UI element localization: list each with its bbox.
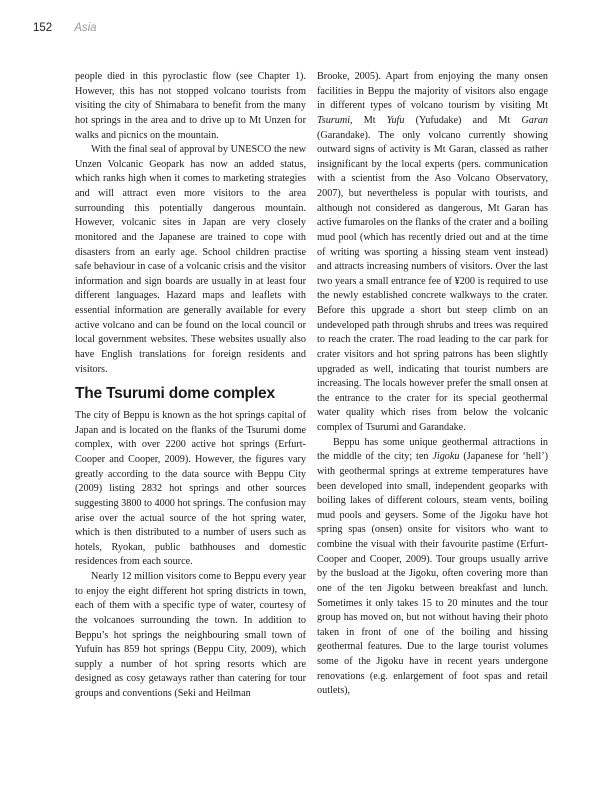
paragraph: The city of Beppu is known as the hot springs capital of Japan and is located on the flanks of the Tsurumi dome complex, with over 2200 active hot springs (Erfurt-Cooper and Cooper, 2009). However, the figures vary greatly according to the data source with Beppu City (2009) listing 2832 hot springs and other sources suggesting 3800 to 4000 hot springs. The confusion may arise over the actual source of the hot spring water, which is then distributed to a number of users such as hotels, Ryokan, public bathhouses and domestic residences from each source.: [75, 410, 306, 568]
paragraph: [317, 436, 548, 699]
paragraph: [317, 70, 548, 436]
italic-term: Jigoku: [432, 451, 460, 463]
paragraph: With the final seal of approval by UNESCO the new Unzen Volcanic Geopark has now an added status, which ranks high when it comes to marketing strategies and will attract even more visitors to the area surrounding this potentially dangerous mountain. However, volcanic sites in Japan are very closely monitored and the Japanese are trained to cope with disasters from an early age. School children practise safe behaviour in case of a volcanic crisis and the visitor information and sign boards are usually in at least four different languages. Hazard maps and leaflets with essential information are generally available for every active volcano and can be found on the local council or local government websites. These websites usually also have English translations for foreign residents and visitors.: [75, 144, 306, 375]
left-column: [75, 70, 306, 702]
text-run: Brooke, 2005). Apart from enjoying the many onsen facilities in Beppu the majority of visitors also engage in different types of volcano tourism by visiting Mt: [317, 71, 548, 112]
italic-term: Tsurumi: [317, 114, 351, 126]
page-header: [33, 22, 97, 34]
page-number: 152: [33, 22, 53, 34]
section-heading: The Tsurumi dome complex: [75, 385, 275, 403]
text-run: (Japanese for ‘hell’) with geothermal springs at extreme temperatures have been developed into small, independent geoparks with boiling lakes of different colours, steam vents, boiling mud pools and geysers. Some of the Jigoku have hot spring spas (onsen) onsite for visitors who want to combine the visual with their favourite pastime (Erfurt-Cooper and Cooper, 2009). Tour groups usually arrive by the busload at the Jigoku, often covering more than one of the ten Jigoku between breakfast and lunch. Sometimes it only takes 15 to 20 minutes and the tour group has moved on, but not without having their photo taken in front of one of the boiling and hissing geothermal features. Due to the large tourist volumes some of the Jigoku have in recent years undergone renovations (e.g. enlargement of foot spas and retail outlets),: [317, 451, 548, 697]
running-head-section: Asia: [74, 22, 97, 34]
text-run: (Garandake). The only volcano currently showing outward signs of activity is Mt Garan, classed as rather insignificant by the local experts (pers. communication with a scientist from the Aso Volcano Observatory, 2007), but nevertheless is popular with tourists, and although not considered as dangerous, Mt Garan has active fumaroles on the flanks of the crater and a boiling mud pool (which has recently dried out and at the time of writing was sporting a hissing steam vent instead) and attracts increasing numbers of visitors. Over the last two years a small entrance fee of ¥200 is required to use the newly established concrete walkways to the crater. Before this upgrade a short but steep climb on an undeveloped path through shrubs and trees was required to reach the crater. The road leading to the car park for crater visitors and hot spring patrons has been slightly upgraded as well, indicating that tourist numbers are increasing. The locals however prefer the small onsen at the entrance to the crater for its special geothermal water quality which rises from below the volcanic complex of Tsurumi and Garandake.: [317, 129, 548, 433]
paragraph: Nearly 12 million visitors come to Beppu every year to enjoy the eight different hot spring districts in town, each of them with a specific type of water, courtesy of the volcanoes surrounding the town. In addition to Beppu’s hot springs the neighbouring small town of Yufuin has 859 hot springs (Beppu City, 2009), which supply a number of hot spring resorts which are designed as cosy getaways rather than catering for tour groups and conventions (Seki and Heilman: [75, 571, 306, 699]
italic-term: Yufu: [386, 114, 405, 126]
paragraph: people died in this pyroclastic flow (see Chapter 1). However, this has not stopped volcano tourists from visiting the city of Shimabara to benefit from the many hot springs in the area and to drive up to Mt Unzen for walks and picnics on the mountain.: [75, 71, 306, 141]
text-run: Beppu has some unique geothermal attractions in the middle of the city; ten: [317, 436, 548, 463]
italic-term: Garan: [521, 114, 549, 126]
text-run: , Mt: [350, 114, 387, 126]
text-run: (Yufudake) and Mt: [404, 114, 522, 126]
right-column: [317, 70, 548, 699]
